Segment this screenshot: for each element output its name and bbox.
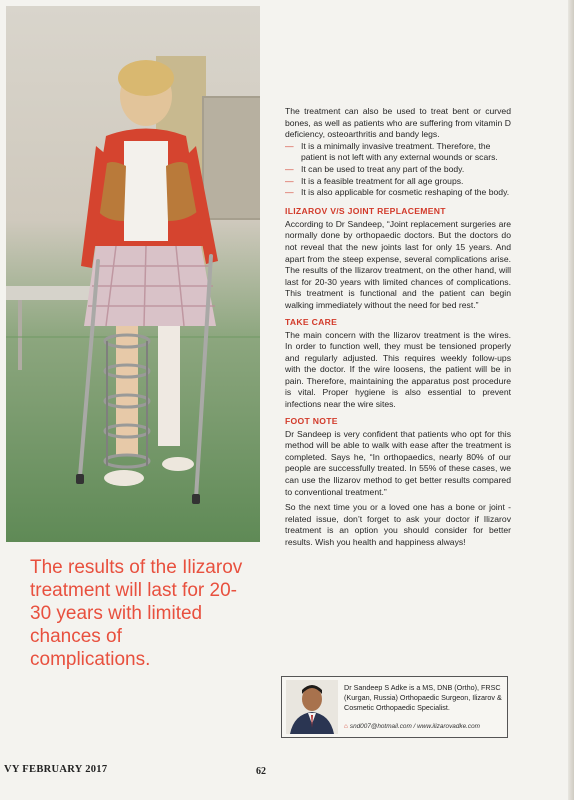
section-paragraph: According to Dr Sandeep, “Joint replacement surgeries are normally done by orthopaedic doctors. But the doctors do not reveal that the new joints last for only 15 years. And apart from the steep expense, several complications arise. The results of the Ilizarov treatment, on the other hand, will last for 20-30 years with limited chances of complications. This treatment is functional and the patient can begin walking immediately without the need for bed rest.” (285, 218, 511, 310)
page-edge (568, 0, 574, 800)
section-heading: ILIZAROV V/S JOINT REPLACEMENT (285, 205, 446, 216)
list-item-text: It is also applicable for cosmetic reshaping of the body. (301, 187, 510, 198)
author-contact (344, 722, 504, 731)
section-paragraph: The main concern with the Ilizarov treatment is the wires. In order to function well, they must be tensioned properly and regularly adjusted. This requires weekly follow-ups with the doctor. If the wire loosens, the patient will be in pain. Therefore, maintaining the apparatus post procedure is vital. Proper hygiene is also essential to prevent infections near the wire sites. (285, 329, 511, 410)
list-item (285, 187, 511, 199)
bullet-dash: — (285, 163, 294, 174)
benefits-list (285, 141, 511, 199)
author-bio: Dr Sandeep S Adke is a MS, DNB (Ortho), FRSC (Kurgan, Russia) Orthopaedic Surgeon, Ilizarov & Cosmetic Orthopaedic Specialist. (344, 683, 502, 712)
home-icon: ⌂ (344, 723, 348, 730)
author-avatar (286, 680, 338, 734)
page-number: 62 (256, 766, 266, 777)
bullet-dash: — (285, 140, 294, 151)
article-photo (6, 6, 260, 542)
list-item-text: It can be used to treat any part of the body. (301, 163, 465, 174)
section-heading: FOOT NOTE (285, 415, 338, 426)
bullet-dash: — (285, 175, 294, 186)
list-item-text: It is a feasible treatment for all age groups. (301, 175, 464, 186)
list-item-text: It is a minimally invasive treatment. Therefore, the patient is not left with any external wounds or scars. (301, 140, 498, 163)
girl-illustration (6, 6, 260, 542)
author-box (281, 676, 508, 738)
section-paragraph: So the next time you or a loved one has a bone or joint -related issue, don’t forget to ask your doctor if Ilizarov treatment is an option you should consider for better results. Wish you health and happiness always! (285, 502, 511, 547)
list-item (285, 141, 511, 164)
section-heading: TAKE CARE (285, 316, 338, 327)
bullet-dash: — (285, 187, 294, 198)
author-contact-text: snd007@hotmail.com / www.ilizarovadke.com (349, 723, 480, 730)
pull-quote: The results of the Ilizarov treatment will last for 20-30 years with limited chances of complications. (30, 557, 243, 670)
intro-paragraph: The treatment can also be used to treat bent or curved bones, as well as patients who are suffering from vitamin D deficiency, osteoarthritis and bandy legs. (285, 106, 511, 140)
section-paragraph: Dr Sandeep is very confident that patients who opt for this method will be able to walk with ease after the treatment is completed. Says he, “In orthopaedics, nearly 80% of our people are successfully treated. In 55% of these cases, we can use the Ilizarov method to get better results compared to conventional treatment.” (285, 428, 511, 497)
article-column (285, 106, 511, 553)
list-item (285, 164, 511, 176)
author-portrait (286, 680, 338, 734)
list-item (285, 176, 511, 188)
issue-folio: VY FEBRUARY 2017 (4, 764, 108, 775)
